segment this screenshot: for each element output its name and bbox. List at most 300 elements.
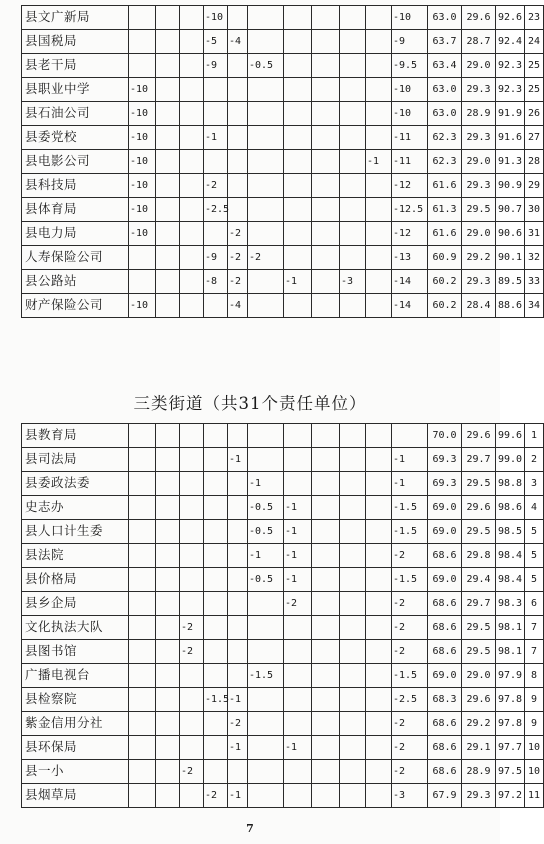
unit-name: 县环保局 (22, 736, 129, 760)
unit-name: 县法院 (22, 544, 129, 568)
deduction-cell (156, 30, 180, 54)
deduction-cell (340, 102, 366, 126)
deduction-cell (248, 126, 284, 150)
deduction-cell: -12.5 (392, 198, 428, 222)
deduction-cell (340, 544, 366, 568)
deduction-cell (156, 54, 180, 78)
unit-name: 广播电视台 (22, 664, 129, 688)
deduction-cell (228, 150, 248, 174)
rank-cell: 33 (525, 270, 544, 294)
score-cell: 69.0 (428, 568, 462, 592)
score-cell: 28.4 (462, 294, 496, 318)
deduction-cell (284, 712, 312, 736)
deduction-cell: -11 (392, 150, 428, 174)
rank-cell: 10 (525, 760, 544, 784)
deduction-cell (180, 736, 204, 760)
rank-cell: 29 (525, 174, 544, 198)
deduction-cell (204, 640, 228, 664)
deduction-cell (340, 640, 366, 664)
deduction-cell: -10 (392, 6, 428, 30)
deduction-cell (228, 592, 248, 616)
deduction-cell: -10 (129, 150, 156, 174)
deduction-cell (284, 294, 312, 318)
table-row (22, 198, 544, 222)
deduction-cell (284, 640, 312, 664)
rank-cell: 26 (525, 102, 544, 126)
deduction-cell (228, 616, 248, 640)
total-score: 92.6 (496, 6, 525, 30)
table-row (22, 294, 544, 318)
deduction-cell (129, 640, 156, 664)
deduction-cell (366, 616, 392, 640)
deduction-cell: -9 (204, 54, 228, 78)
deduction-cell: -3 (340, 270, 366, 294)
deduction-cell: -1 (228, 784, 248, 808)
deduction-cell: -1 (284, 568, 312, 592)
deduction-cell (340, 736, 366, 760)
deduction-cell (129, 448, 156, 472)
score-cell: 29.0 (462, 664, 496, 688)
deduction-cell (180, 664, 204, 688)
score-cell: 29.5 (462, 616, 496, 640)
deduction-cell (366, 424, 392, 448)
unit-name: 县石油公司 (22, 102, 129, 126)
total-score: 89.5 (496, 270, 525, 294)
deduction-cell: -1 (228, 688, 248, 712)
rank-cell: 24 (525, 30, 544, 54)
deduction-cell (312, 688, 340, 712)
total-score: 97.8 (496, 688, 525, 712)
unit-name: 县电力局 (22, 222, 129, 246)
deduction-cell (312, 496, 340, 520)
total-score: 98.1 (496, 616, 525, 640)
total-score: 97.7 (496, 736, 525, 760)
rank-cell: 32 (525, 246, 544, 270)
deduction-cell (129, 270, 156, 294)
score-cell: 29.3 (462, 174, 496, 198)
deduction-cell (156, 6, 180, 30)
deduction-cell: -4 (228, 30, 248, 54)
deduction-cell (204, 472, 228, 496)
deduction-cell (340, 126, 366, 150)
deduction-cell (248, 640, 284, 664)
deduction-cell (312, 294, 340, 318)
deduction-cell (129, 472, 156, 496)
deduction-cell: -0.5 (248, 496, 284, 520)
deduction-cell (180, 246, 204, 270)
deduction-cell (284, 174, 312, 198)
deduction-cell (312, 150, 340, 174)
total-score: 98.4 (496, 568, 525, 592)
deduction-cell (180, 784, 204, 808)
deduction-cell (284, 448, 312, 472)
table-row (22, 174, 544, 198)
deduction-cell (156, 150, 180, 174)
score-cell: 63.7 (428, 30, 462, 54)
deduction-cell: -0.5 (248, 568, 284, 592)
deduction-cell (156, 688, 180, 712)
total-score: 97.9 (496, 664, 525, 688)
deduction-cell (204, 664, 228, 688)
deduction-cell (156, 496, 180, 520)
section-title: 三类街道（共31个责任单位） (133, 394, 367, 413)
deduction-cell: -12 (392, 174, 428, 198)
deduction-cell (340, 424, 366, 448)
table-row (22, 102, 544, 126)
total-score: 98.4 (496, 544, 525, 568)
score-cell: 29.5 (462, 472, 496, 496)
total-score: 98.1 (496, 640, 525, 664)
deduction-cell: -13 (392, 246, 428, 270)
deduction-cell (312, 270, 340, 294)
deduction-cell (248, 270, 284, 294)
deduction-cell: -5 (204, 30, 228, 54)
unit-name: 县委政法委 (22, 472, 129, 496)
unit-name: 财产保险公司 (22, 294, 129, 318)
rank-cell: 7 (525, 616, 544, 640)
total-score: 88.6 (496, 294, 525, 318)
deduction-cell (180, 102, 204, 126)
deduction-cell (156, 640, 180, 664)
deduction-cell (340, 520, 366, 544)
score-cell: 60.9 (428, 246, 462, 270)
table-row (22, 472, 544, 496)
deduction-cell (156, 784, 180, 808)
deduction-cell: -1 (366, 150, 392, 174)
deduction-cell: -2 (228, 222, 248, 246)
deduction-cell (284, 616, 312, 640)
unit-name: 县检察院 (22, 688, 129, 712)
deduction-cell (180, 270, 204, 294)
deduction-cell (284, 424, 312, 448)
table-row (22, 424, 544, 448)
table-row (22, 640, 544, 664)
total-score: 97.2 (496, 784, 525, 808)
deduction-cell: -10 (129, 102, 156, 126)
deduction-cell: -10 (392, 102, 428, 126)
deduction-cell: -1.5 (392, 520, 428, 544)
deduction-cell (129, 520, 156, 544)
score-cell: 69.3 (428, 448, 462, 472)
unit-name: 县体育局 (22, 198, 129, 222)
deduction-cell (248, 616, 284, 640)
table-row (22, 30, 544, 54)
score-cell: 28.9 (462, 760, 496, 784)
deduction-cell (228, 544, 248, 568)
deduction-cell: -12 (392, 222, 428, 246)
deduction-cell (156, 424, 180, 448)
deduction-cell (204, 294, 228, 318)
deduction-cell (228, 78, 248, 102)
deduction-cell (340, 30, 366, 54)
deduction-cell (340, 664, 366, 688)
deduction-cell (312, 568, 340, 592)
deduction-cell (248, 448, 284, 472)
deduction-cell (156, 520, 180, 544)
deduction-cell (340, 784, 366, 808)
deduction-cell: -2 (248, 246, 284, 270)
deduction-cell: -1 (284, 496, 312, 520)
deduction-cell (180, 126, 204, 150)
deduction-cell (312, 222, 340, 246)
deduction-cell (180, 150, 204, 174)
deduction-cell (156, 760, 180, 784)
deduction-cell (312, 472, 340, 496)
deduction-cell: -2 (180, 640, 204, 664)
deduction-cell (248, 6, 284, 30)
score-cell: 29.1 (462, 736, 496, 760)
rank-cell: 30 (525, 198, 544, 222)
deduction-cell (204, 568, 228, 592)
deduction-cell (340, 568, 366, 592)
unit-name: 县公路站 (22, 270, 129, 294)
deduction-cell (340, 294, 366, 318)
deduction-cell: -10 (129, 126, 156, 150)
score-cell: 61.6 (428, 174, 462, 198)
table-row (22, 222, 544, 246)
deduction-cell (340, 246, 366, 270)
deduction-cell (156, 448, 180, 472)
deduction-cell (204, 78, 228, 102)
deduction-cell (312, 448, 340, 472)
deduction-cell (156, 592, 180, 616)
deduction-cell (366, 712, 392, 736)
page-number: 7 (246, 822, 254, 835)
deduction-cell (180, 592, 204, 616)
total-score: 98.5 (496, 520, 525, 544)
total-score: 90.7 (496, 198, 525, 222)
total-score: 97.5 (496, 760, 525, 784)
deduction-cell (129, 424, 156, 448)
unit-name: 县一小 (22, 760, 129, 784)
score-cell: 68.6 (428, 616, 462, 640)
deduction-cell: -8 (204, 270, 228, 294)
deduction-cell (180, 6, 204, 30)
table-row (22, 54, 544, 78)
score-cell: 28.7 (462, 30, 496, 54)
deduction-cell: -10 (129, 222, 156, 246)
deduction-cell: -2.5 (204, 198, 228, 222)
score-cell: 29.0 (462, 222, 496, 246)
total-score: 99.0 (496, 448, 525, 472)
deduction-cell (340, 496, 366, 520)
total-score: 97.8 (496, 712, 525, 736)
rank-cell: 5 (525, 520, 544, 544)
deduction-cell (340, 760, 366, 784)
deduction-cell: -4 (228, 294, 248, 318)
deduction-cell (180, 294, 204, 318)
deduction-cell (392, 424, 428, 448)
deduction-cell (366, 448, 392, 472)
deduction-cell (366, 54, 392, 78)
score-cell: 68.6 (428, 760, 462, 784)
score-cell: 70.0 (428, 424, 462, 448)
deduction-cell (228, 568, 248, 592)
deduction-cell (312, 544, 340, 568)
unit-name: 县图书馆 (22, 640, 129, 664)
deduction-cell (129, 496, 156, 520)
deduction-cell (340, 472, 366, 496)
deduction-cell (312, 784, 340, 808)
deduction-cell: -2 (392, 616, 428, 640)
score-cell: 69.0 (428, 520, 462, 544)
deduction-cell (248, 736, 284, 760)
deduction-cell (180, 54, 204, 78)
deduction-cell (156, 270, 180, 294)
score-cell: 68.6 (428, 592, 462, 616)
deduction-cell: -2 (392, 640, 428, 664)
score-cell: 63.4 (428, 54, 462, 78)
deduction-cell (204, 736, 228, 760)
deduction-cell (204, 616, 228, 640)
score-cell: 29.6 (462, 6, 496, 30)
rank-cell: 7 (525, 640, 544, 664)
deduction-cell (228, 520, 248, 544)
deduction-cell (228, 54, 248, 78)
deduction-cell (366, 174, 392, 198)
deduction-cell (312, 174, 340, 198)
rank-cell: 5 (525, 544, 544, 568)
score-cell: 29.7 (462, 592, 496, 616)
rank-cell: 11 (525, 784, 544, 808)
deduction-cell (284, 102, 312, 126)
total-score: 92.3 (496, 78, 525, 102)
unit-name: 人寿保险公司 (22, 246, 129, 270)
score-cell: 29.6 (462, 496, 496, 520)
deduction-cell (248, 222, 284, 246)
rank-cell: 25 (525, 54, 544, 78)
deduction-cell: -1 (284, 736, 312, 760)
deduction-cell (340, 712, 366, 736)
deduction-cell: -0.5 (248, 54, 284, 78)
deduction-cell (156, 568, 180, 592)
total-score: 98.3 (496, 592, 525, 616)
deduction-cell (248, 150, 284, 174)
rank-cell: 8 (525, 664, 544, 688)
deduction-cell (340, 616, 366, 640)
score-cell: 28.9 (462, 102, 496, 126)
score-cell: 63.0 (428, 78, 462, 102)
deduction-cell (156, 664, 180, 688)
deduction-cell (180, 424, 204, 448)
deduction-cell (366, 270, 392, 294)
total-score: 99.6 (496, 424, 525, 448)
deduction-cell: -2.5 (392, 688, 428, 712)
score-cell: 63.0 (428, 6, 462, 30)
unit-name: 史志办 (22, 496, 129, 520)
deduction-cell (366, 760, 392, 784)
deduction-cell (129, 664, 156, 688)
deduction-cell (312, 592, 340, 616)
deduction-cell (340, 592, 366, 616)
score-cell: 69.0 (428, 496, 462, 520)
deduction-cell (340, 222, 366, 246)
score-cell: 29.6 (462, 688, 496, 712)
deduction-cell (312, 520, 340, 544)
score-cell: 68.3 (428, 688, 462, 712)
deduction-cell: -14 (392, 270, 428, 294)
deduction-cell (129, 246, 156, 270)
deduction-cell (340, 198, 366, 222)
deduction-cell: -2 (204, 784, 228, 808)
deduction-cell (228, 496, 248, 520)
table-row (22, 448, 544, 472)
deduction-cell: -1.5 (392, 496, 428, 520)
deduction-cell (228, 174, 248, 198)
deduction-cell (204, 592, 228, 616)
deduction-cell (180, 712, 204, 736)
score-cell: 29.2 (462, 246, 496, 270)
table-row (22, 760, 544, 784)
deduction-cell (366, 78, 392, 102)
deduction-cell (248, 592, 284, 616)
deduction-cell (129, 54, 156, 78)
rank-cell: 3 (525, 472, 544, 496)
table-row (22, 246, 544, 270)
deduction-cell: -1 (204, 126, 228, 150)
deduction-cell (180, 174, 204, 198)
deduction-cell (284, 198, 312, 222)
deduction-cell (248, 78, 284, 102)
total-score: 90.6 (496, 222, 525, 246)
deduction-cell (312, 6, 340, 30)
deduction-cell: -2 (392, 592, 428, 616)
deduction-cell: -10 (392, 78, 428, 102)
deduction-cell (312, 198, 340, 222)
table-row (22, 78, 544, 102)
deduction-cell: -14 (392, 294, 428, 318)
table-row (22, 150, 544, 174)
rank-cell: 10 (525, 736, 544, 760)
score-cell: 29.5 (462, 520, 496, 544)
deduction-cell: -2 (392, 712, 428, 736)
deduction-cell (366, 688, 392, 712)
total-score: 91.9 (496, 102, 525, 126)
deduction-cell (156, 616, 180, 640)
deduction-cell (248, 688, 284, 712)
deduction-cell (366, 126, 392, 150)
unit-name: 县烟草局 (22, 784, 129, 808)
total-score: 98.8 (496, 472, 525, 496)
deduction-cell (366, 664, 392, 688)
deduction-cell (156, 222, 180, 246)
deduction-cell: -2 (180, 616, 204, 640)
deduction-cell (366, 472, 392, 496)
total-score: 91.3 (496, 150, 525, 174)
deduction-cell (180, 544, 204, 568)
deduction-cell: -10 (129, 174, 156, 198)
table-row (22, 664, 544, 688)
deduction-cell: -0.5 (248, 520, 284, 544)
deduction-cell (248, 424, 284, 448)
total-score: 90.9 (496, 174, 525, 198)
deduction-cell (312, 736, 340, 760)
deduction-cell (228, 472, 248, 496)
score-cell: 29.3 (462, 126, 496, 150)
deduction-cell: -1.5 (392, 568, 428, 592)
score-cell: 29.5 (462, 198, 496, 222)
table-row (22, 126, 544, 150)
deduction-cell (228, 424, 248, 448)
score-cell: 62.3 (428, 126, 462, 150)
deduction-cell (180, 198, 204, 222)
table-row (22, 592, 544, 616)
score-cell: 60.2 (428, 270, 462, 294)
deduction-cell (248, 174, 284, 198)
deduction-cell (228, 126, 248, 150)
deduction-cell (284, 78, 312, 102)
deduction-cell (129, 544, 156, 568)
